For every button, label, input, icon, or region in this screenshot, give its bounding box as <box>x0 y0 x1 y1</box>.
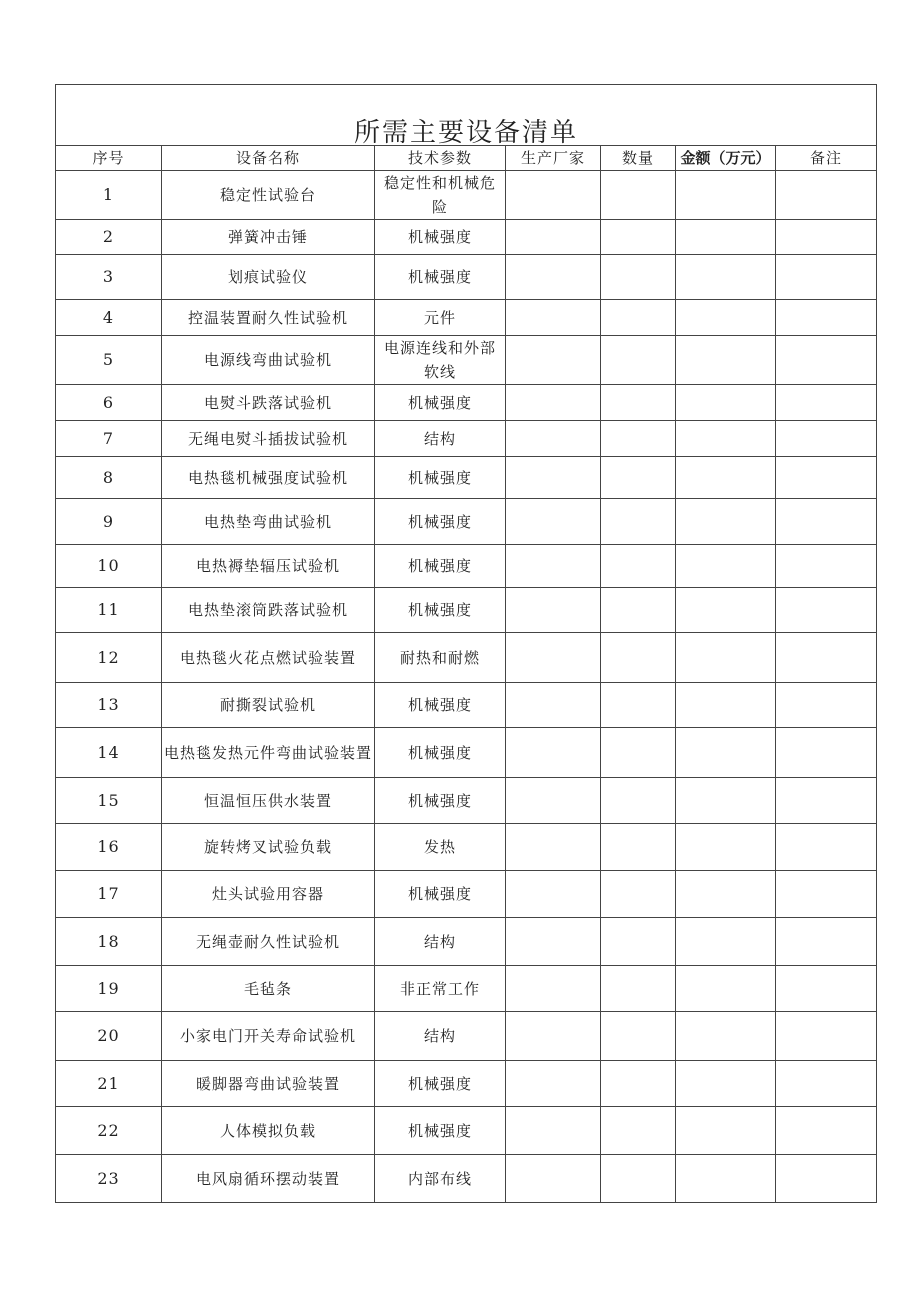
header-amount: 金额（万元） <box>676 146 776 171</box>
header-no: 序号 <box>56 146 162 171</box>
row-no: 1 <box>56 171 162 220</box>
row-qty <box>601 421 676 457</box>
row-no: 21 <box>56 1061 162 1107</box>
table-row <box>56 255 877 300</box>
row-qty <box>601 728 676 778</box>
row-no: 6 <box>56 385 162 421</box>
row-no: 2 <box>56 220 162 255</box>
table-row <box>56 545 877 588</box>
row-no: 7 <box>56 421 162 457</box>
row-equipment-name: 控温装置耐久性试验机 <box>162 300 375 336</box>
row-maker <box>506 220 601 255</box>
row-note <box>776 545 877 588</box>
row-equipment-name: 划痕试验仪 <box>162 255 375 300</box>
row-tech-param: 机械强度 <box>375 1107 506 1155</box>
row-maker <box>506 683 601 728</box>
row-note <box>776 1061 877 1107</box>
row-amount <box>676 588 776 633</box>
table-row <box>56 300 877 336</box>
row-tech-param: 机械强度 <box>375 545 506 588</box>
row-maker <box>506 1155 601 1203</box>
header-row <box>56 146 877 171</box>
row-amount <box>676 728 776 778</box>
row-equipment-name: 电风扇循环摆动装置 <box>162 1155 375 1203</box>
row-qty <box>601 1107 676 1155</box>
row-equipment-name: 毛毡条 <box>162 966 375 1012</box>
table-row <box>56 683 877 728</box>
row-tech-param: 机械强度 <box>375 1061 506 1107</box>
row-amount <box>676 336 776 385</box>
row-qty <box>601 871 676 918</box>
row-tech-param: 非正常工作 <box>375 966 506 1012</box>
row-no: 12 <box>56 633 162 683</box>
row-amount <box>676 633 776 683</box>
row-note <box>776 683 877 728</box>
table-row <box>56 633 877 683</box>
row-maker <box>506 255 601 300</box>
row-qty <box>601 683 676 728</box>
row-tech-param: 机械强度 <box>375 457 506 499</box>
row-amount <box>676 871 776 918</box>
row-qty <box>601 1061 676 1107</box>
row-amount <box>676 300 776 336</box>
row-maker <box>506 871 601 918</box>
row-no: 5 <box>56 336 162 385</box>
table-row <box>56 421 877 457</box>
row-note <box>776 220 877 255</box>
row-tech-param: 耐热和耐燃 <box>375 633 506 683</box>
row-tech-param: 机械强度 <box>375 255 506 300</box>
table-row <box>56 871 877 918</box>
row-note <box>776 300 877 336</box>
row-no: 4 <box>56 300 162 336</box>
row-note <box>776 918 877 966</box>
header-param: 技术参数 <box>375 146 506 171</box>
row-no: 14 <box>56 728 162 778</box>
row-qty <box>601 545 676 588</box>
row-maker <box>506 918 601 966</box>
row-amount <box>676 966 776 1012</box>
table-row <box>56 1061 877 1107</box>
row-qty <box>601 966 676 1012</box>
row-tech-param: 机械强度 <box>375 588 506 633</box>
table-row <box>56 1107 877 1155</box>
row-equipment-name: 电热垫滚筒跌落试验机 <box>162 588 375 633</box>
row-no: 17 <box>56 871 162 918</box>
row-maker <box>506 824 601 871</box>
row-tech-param: 机械强度 <box>375 385 506 421</box>
row-no: 13 <box>56 683 162 728</box>
table-row <box>56 778 877 824</box>
row-qty <box>601 457 676 499</box>
row-maker <box>506 421 601 457</box>
row-qty <box>601 300 676 336</box>
row-qty <box>601 778 676 824</box>
row-amount <box>676 1012 776 1061</box>
row-qty <box>601 385 676 421</box>
row-tech-param: 机械强度 <box>375 220 506 255</box>
row-tech-param: 内部布线 <box>375 1155 506 1203</box>
row-no: 19 <box>56 966 162 1012</box>
table-row <box>56 171 877 220</box>
row-note <box>776 1012 877 1061</box>
row-note <box>776 871 877 918</box>
row-amount <box>676 1107 776 1155</box>
table-row <box>56 457 877 499</box>
row-maker <box>506 1012 601 1061</box>
table-row <box>56 918 877 966</box>
row-tech-param: 机械强度 <box>375 683 506 728</box>
row-note <box>776 421 877 457</box>
row-qty <box>601 171 676 220</box>
table-row <box>56 499 877 545</box>
row-maker <box>506 171 601 220</box>
row-tech-param: 发热 <box>375 824 506 871</box>
row-tech-param: 结构 <box>375 1012 506 1061</box>
row-qty <box>601 1012 676 1061</box>
row-maker <box>506 588 601 633</box>
equipment-table <box>55 84 877 1203</box>
row-equipment-name: 电熨斗跌落试验机 <box>162 385 375 421</box>
header-qty: 数量 <box>601 146 676 171</box>
row-maker <box>506 385 601 421</box>
table-row <box>56 385 877 421</box>
row-maker <box>506 966 601 1012</box>
row-note <box>776 778 877 824</box>
row-tech-param: 机械强度 <box>375 871 506 918</box>
row-equipment-name: 恒温恒压供水装置 <box>162 778 375 824</box>
row-qty <box>601 824 676 871</box>
row-equipment-name: 人体模拟负载 <box>162 1107 375 1155</box>
row-qty <box>601 918 676 966</box>
row-amount <box>676 255 776 300</box>
row-qty <box>601 1155 676 1203</box>
row-note <box>776 1155 877 1203</box>
row-equipment-name: 电热垫弯曲试验机 <box>162 499 375 545</box>
row-maker <box>506 1061 601 1107</box>
table-title: 所需主要设备清单 <box>56 85 877 146</box>
table-row <box>56 220 877 255</box>
row-amount <box>676 683 776 728</box>
row-equipment-name: 电热毯机械强度试验机 <box>162 457 375 499</box>
row-maker <box>506 633 601 683</box>
row-note <box>776 171 877 220</box>
row-amount <box>676 385 776 421</box>
row-qty <box>601 220 676 255</box>
row-equipment-name: 无绳电熨斗插拔试验机 <box>162 421 375 457</box>
row-tech-param: 电源连线和外部软线 <box>375 336 506 385</box>
row-maker <box>506 778 601 824</box>
row-no: 16 <box>56 824 162 871</box>
header-name: 设备名称 <box>162 146 375 171</box>
row-equipment-name: 电热毯发热元件弯曲试验装置 <box>162 728 375 778</box>
row-tech-param: 结构 <box>375 918 506 966</box>
row-no: 23 <box>56 1155 162 1203</box>
row-equipment-name: 旋转烤叉试验负载 <box>162 824 375 871</box>
table-row <box>56 588 877 633</box>
row-note <box>776 588 877 633</box>
row-no: 10 <box>56 545 162 588</box>
row-equipment-name: 稳定性试验台 <box>162 171 375 220</box>
table-row <box>56 1012 877 1061</box>
table-row <box>56 966 877 1012</box>
row-equipment-name: 电热褥垫辐压试验机 <box>162 545 375 588</box>
table-row <box>56 824 877 871</box>
row-note <box>776 633 877 683</box>
row-amount <box>676 824 776 871</box>
row-no: 11 <box>56 588 162 633</box>
row-note <box>776 499 877 545</box>
row-maker <box>506 499 601 545</box>
table-row <box>56 728 877 778</box>
row-note <box>776 255 877 300</box>
row-no: 15 <box>56 778 162 824</box>
row-amount <box>676 918 776 966</box>
row-no: 8 <box>56 457 162 499</box>
row-amount <box>676 778 776 824</box>
row-note <box>776 1107 877 1155</box>
row-qty <box>601 633 676 683</box>
row-maker <box>506 300 601 336</box>
header-maker: 生产厂家 <box>506 146 601 171</box>
row-amount <box>676 499 776 545</box>
row-maker <box>506 336 601 385</box>
row-equipment-name: 弹簧冲击锤 <box>162 220 375 255</box>
row-note <box>776 728 877 778</box>
row-equipment-name: 无绳壶耐久性试验机 <box>162 918 375 966</box>
row-qty <box>601 336 676 385</box>
row-tech-param: 结构 <box>375 421 506 457</box>
row-tech-param: 机械强度 <box>375 728 506 778</box>
row-note <box>776 385 877 421</box>
row-tech-param: 机械强度 <box>375 499 506 545</box>
row-note <box>776 336 877 385</box>
header-note: 备注 <box>776 146 877 171</box>
row-amount <box>676 171 776 220</box>
row-maker <box>506 457 601 499</box>
row-note <box>776 457 877 499</box>
row-no: 9 <box>56 499 162 545</box>
row-equipment-name: 暖脚器弯曲试验装置 <box>162 1061 375 1107</box>
row-equipment-name: 小家电门开关寿命试验机 <box>162 1012 375 1061</box>
table-row <box>56 1155 877 1203</box>
row-no: 22 <box>56 1107 162 1155</box>
row-qty <box>601 499 676 545</box>
equipment-list-sheet <box>55 84 876 1203</box>
row-note <box>776 966 877 1012</box>
row-maker <box>506 1107 601 1155</box>
row-note <box>776 824 877 871</box>
row-no: 3 <box>56 255 162 300</box>
row-maker <box>506 728 601 778</box>
row-amount <box>676 421 776 457</box>
row-amount <box>676 1061 776 1107</box>
row-tech-param: 稳定性和机械危险 <box>375 171 506 220</box>
row-no: 20 <box>56 1012 162 1061</box>
row-equipment-name: 电热毯火花点燃试验装置 <box>162 633 375 683</box>
table-row <box>56 336 877 385</box>
row-amount <box>676 220 776 255</box>
row-qty <box>601 588 676 633</box>
row-tech-param: 元件 <box>375 300 506 336</box>
row-no: 18 <box>56 918 162 966</box>
row-equipment-name: 电源线弯曲试验机 <box>162 336 375 385</box>
row-amount <box>676 457 776 499</box>
row-tech-param: 机械强度 <box>375 778 506 824</box>
row-amount <box>676 1155 776 1203</box>
row-equipment-name: 灶头试验用容器 <box>162 871 375 918</box>
row-equipment-name: 耐撕裂试验机 <box>162 683 375 728</box>
row-maker <box>506 545 601 588</box>
row-amount <box>676 545 776 588</box>
row-qty <box>601 255 676 300</box>
